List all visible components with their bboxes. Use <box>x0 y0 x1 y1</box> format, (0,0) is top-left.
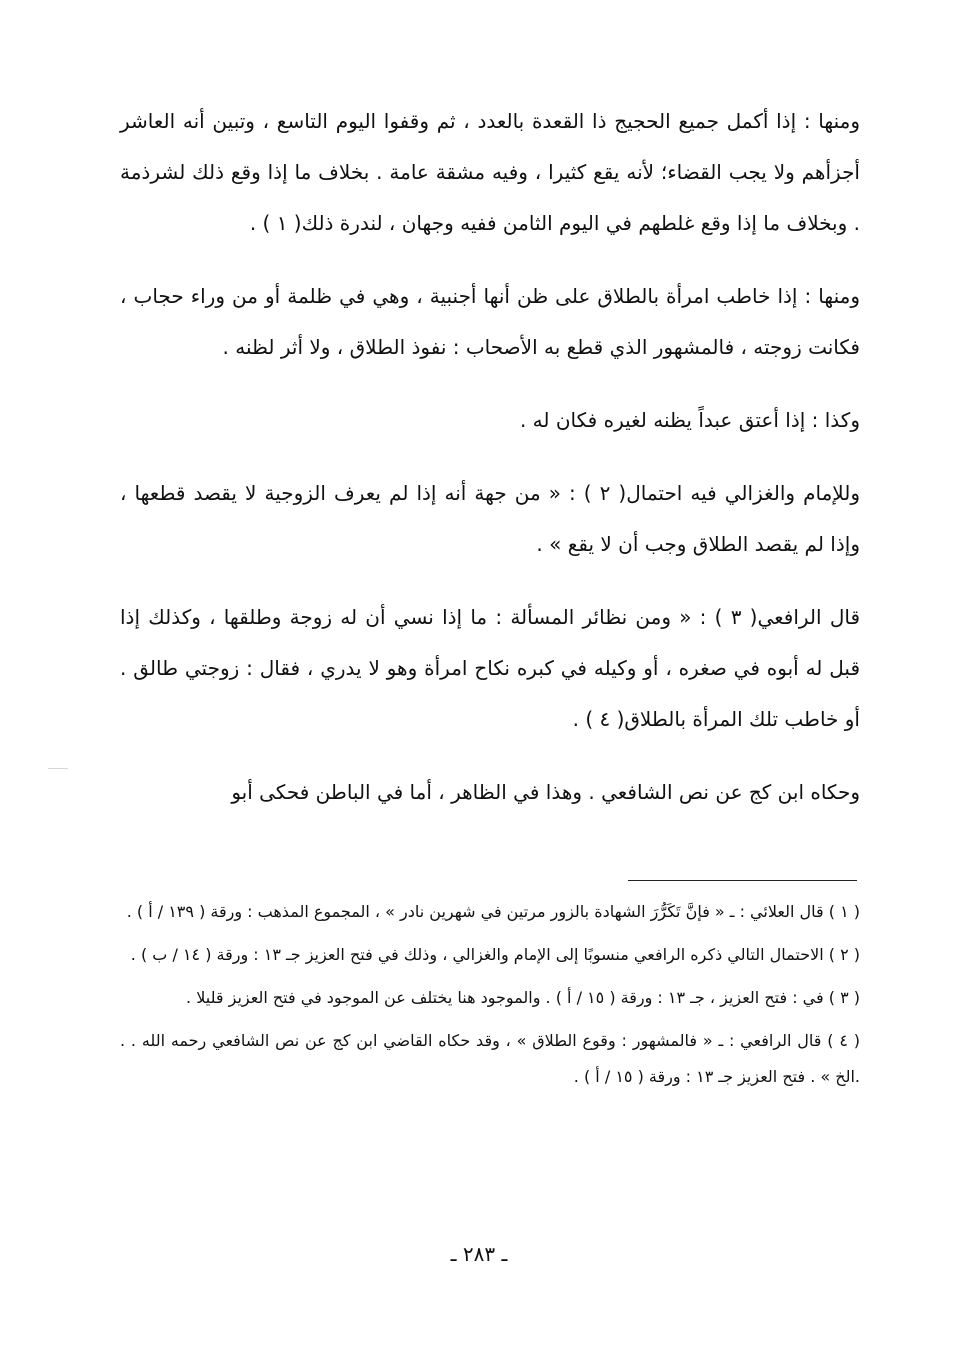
footnote-3: ( ٣ ) في : فتح العزيز ، جـ ١٣ : ورقة ( ١٥ / أ ) . والموجود هنا يختلف عن الموجود في فتح العزيز قليلا . <box>186 988 860 1007</box>
footnote-1: ( ١ ) قال العلائي : ـ « فإنَّ تَكَرُّرَ الشهادة بالزور مرتين في شهرين نادر » ، المجموع المذهب : ورقة ( ١٣٩ / أ ) . <box>126 902 860 921</box>
paragraph-6: وحكاه ابن كج عن نص الشافعي . وهذا في الظاهر ، أما في الباطن فحكى أبو <box>231 780 860 804</box>
paragraph-2: ومنها : إذا خاطب امرأة بالطلاق على ظن أنها أجنبية ، وهي في ظلمة أو من وراء حجاب ، فكانت زوجته ، فالمشهور الذي قطع به الأصحاب : نفوذ الطلاق ، ولا أثر لظنه . <box>120 284 860 359</box>
paragraph-1: ومنها : إذا أكمل جميع الحجيج ذا القعدة بالعدد ، ثم وقفوا اليوم التاسع ، وتبين أنه العاشر أجزأهم ولا يجب القضاء؛ لأنه يقع كثيرا ، وفيه مشقة عامة . بخلاف ما إذا وقع ذلك لشرذمة . وبخلاف ما إذا وقع غلطهم في اليوم الثامن ففيه وجهان ، لندرة ذلك( ١ ) . <box>120 109 860 235</box>
footnote-4: ( ٤ ) قال الرافعي : ـ « فالمشهور : وقوع الطلاق » ، وقد حكاه القاضي ابن كج عن نص الشافعي رحمه الله . . .الخ » . فتح العزيز جـ ١٣ : ورقة ( ١٥ / أ ) . <box>120 1031 861 1086</box>
page-number: ـ ٢٨٣ ـ <box>450 1242 508 1266</box>
paragraph-4: وللإمام والغزالي فيه احتمال( ٢ ) : « من جهة أنه إذا لم يعرف الزوجية لا يقصد قطعها ، وإذا لم يقصد الطلاق وجب أن لا يقع » . <box>120 481 860 556</box>
scan-margin-mark <box>48 768 68 769</box>
main-text-body <box>120 96 860 840</box>
paragraph-5: قال الرافعي( ٣ ) : « ومن نظائر المسألة : ما إذا نسي أن له زوجة وطلقها ، وكذلك إذا قبل له أبوه في صغره ، أو وكيله في كبره نكاح امرأة وهو لا يدري ، فقال : زوجتي طالق . أو خاطب تلك المرأة بالطلاق( ٤ ) . <box>120 605 860 731</box>
paragraph-3: وكذا : إذا أعتق عبداً يظنه لغيره فكان له . <box>519 408 860 432</box>
footnotes-section <box>120 894 860 1102</box>
footnote-divider <box>628 880 857 881</box>
footnote-2: ( ٢ ) الاحتمال التالي ذكره الرافعي منسوبًا إلى الإمام والغزالي ، وذلك في فتح العزيز جـ ١٣ : ورقة ( ١٤ / ب ) . <box>130 945 860 964</box>
